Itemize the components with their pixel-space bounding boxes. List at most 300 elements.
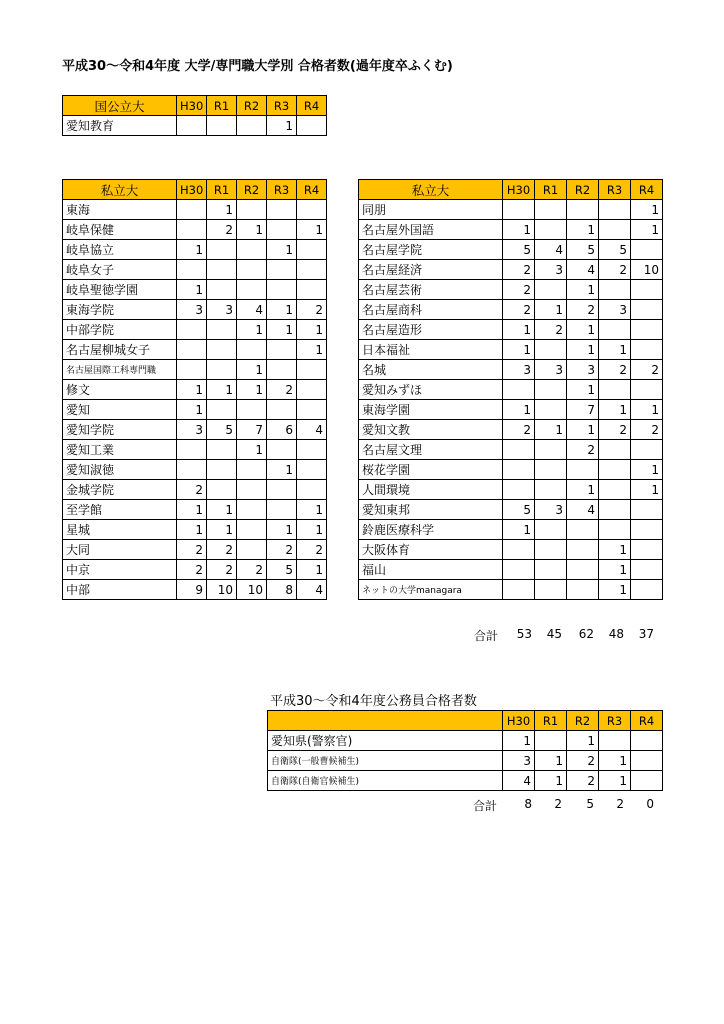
cell-r2 [237,500,267,520]
cell-r4 [631,540,663,560]
table-row [63,340,327,360]
cell-h30: 1 [503,340,535,360]
cell-h30 [177,460,207,480]
row-name: 岐阜女子 [63,260,177,280]
cell-h30 [177,340,207,360]
cell-r3: 2 [267,380,297,400]
header-category: 私立大 [359,180,503,200]
cell-r3 [599,440,631,460]
table-row [63,560,327,580]
cell-r4 [297,400,327,420]
cell-r4: 4 [297,580,327,600]
cell-r1 [535,480,567,500]
cell-r2: 1 [237,440,267,460]
cell-h30: 3 [177,420,207,440]
table-row [359,460,663,480]
cell-r3: 5 [267,560,297,580]
cell-h30: 1 [177,400,207,420]
cell-r4: 2 [631,420,663,440]
table-row [359,320,663,340]
cell-r1 [535,380,567,400]
cell-h30 [177,220,207,240]
cell-r3: 1 [599,400,631,420]
cell-r2 [237,540,267,560]
header-r3: R3 [267,180,297,200]
cell-h30 [503,200,535,220]
public-total-r1: 2 [554,797,562,811]
cell-r1: 1 [535,771,567,791]
cell-r3: 1 [267,320,297,340]
cell-r3 [599,480,631,500]
cell-r4 [631,300,663,320]
cell-r3 [599,460,631,480]
cell-h30 [503,540,535,560]
row-name: 人間環境 [359,480,503,500]
cell-h30: 9 [177,580,207,600]
cell-r4 [297,200,327,220]
row-name: 愛知みずほ [359,380,503,400]
cell-r3 [267,440,297,460]
table-row [63,240,327,260]
cell-r1 [207,400,237,420]
cell-r4: 10 [631,260,663,280]
header-r1: R1 [535,180,567,200]
cell-r1 [207,460,237,480]
cell-r1 [207,480,237,500]
cell-r2 [567,540,599,560]
cell-h30 [177,360,207,380]
cell-r2: 2 [237,560,267,580]
cell-r4 [631,731,663,751]
row-name: 中京 [63,560,177,580]
table-row [359,240,663,260]
cell-r2: 4 [237,300,267,320]
cell-h30: 1 [503,320,535,340]
national-universities-table [62,95,327,136]
cell-r1: 1 [535,300,567,320]
cell-r2: 1 [567,731,599,751]
cell-r1: 3 [535,260,567,280]
cell-r4 [297,380,327,400]
cell-r3: 1 [599,340,631,360]
row-name: 名古屋国際工科専門職 [63,360,177,380]
table-row [63,400,327,420]
cell-r1 [535,440,567,460]
row-name: 自衛隊(自衛官候補生) [268,771,503,791]
cell-r2 [567,520,599,540]
table-row [268,751,663,771]
cell-r3: 1 [599,580,631,600]
cell-h30: 1 [177,520,207,540]
cell-r2: 7 [567,400,599,420]
cell-r1 [207,440,237,460]
row-name: 中部学院 [63,320,177,340]
cell-h30: 2 [503,280,535,300]
row-name: 名古屋経済 [359,260,503,280]
cell-r4 [297,440,327,460]
cell-r4 [631,320,663,340]
header-h30: H30 [177,96,207,116]
public-service-table [267,710,663,791]
total-h30: 53 [516,627,532,641]
cell-r4 [631,560,663,580]
cell-r3: 2 [267,540,297,560]
public-total-h30: 8 [524,797,532,811]
cell-r1 [535,520,567,540]
cell-h30 [503,460,535,480]
cell-h30 [177,116,207,136]
header-category: 私立大 [63,180,177,200]
cell-r1 [535,200,567,220]
cell-h30: 5 [503,240,535,260]
cell-r2: 2 [567,771,599,791]
header-r4: R4 [631,180,663,200]
cell-r4: 1 [631,480,663,500]
row-name: 福山 [359,560,503,580]
table-row [63,460,327,480]
cell-r1 [535,400,567,420]
cell-h30: 2 [503,260,535,280]
cell-r4 [631,580,663,600]
row-name: 名城 [359,360,503,380]
table-row [63,260,327,280]
table-row [359,220,663,240]
row-name: 愛知淑徳 [63,460,177,480]
table-row [359,400,663,420]
private-universities-left-table [62,179,327,600]
cell-r1 [535,540,567,560]
cell-r1 [207,280,237,300]
cell-r1: 1 [535,751,567,771]
row-name: 自衛隊(一般曹候補生) [268,751,503,771]
table-row [359,200,663,220]
cell-r1: 3 [535,500,567,520]
header-r4: R4 [297,180,327,200]
cell-r1 [535,340,567,360]
header-h30: H30 [177,180,207,200]
cell-r1: 1 [207,380,237,400]
cell-h30: 1 [503,731,535,751]
cell-r3: 1 [267,300,297,320]
cell-r2: 1 [567,320,599,340]
cell-h30: 2 [503,420,535,440]
cell-r4 [631,440,663,460]
header-r1: R1 [535,711,567,731]
cell-r3 [599,520,631,540]
cell-h30: 5 [503,500,535,520]
cell-r3: 1 [267,116,297,136]
cell-r1 [207,320,237,340]
cell-h30: 2 [177,480,207,500]
cell-r3 [599,200,631,220]
cell-r1: 3 [207,300,237,320]
cell-h30 [503,480,535,500]
table-row [63,360,327,380]
table-row [63,540,327,560]
cell-r4 [297,116,327,136]
row-name: 名古屋外国語 [359,220,503,240]
cell-r4 [631,520,663,540]
cell-r3: 8 [267,580,297,600]
cell-r4 [631,380,663,400]
row-name: 大同 [63,540,177,560]
table-row [63,300,327,320]
table-row [63,500,327,520]
cell-r4: 4 [297,420,327,440]
cell-r3: 1 [599,771,631,791]
cell-r1: 2 [207,560,237,580]
cell-r1: 3 [535,360,567,380]
cell-r3 [599,220,631,240]
cell-r1 [207,260,237,280]
cell-h30: 2 [177,540,207,560]
cell-r4 [631,340,663,360]
cell-r4 [297,480,327,500]
cell-r3 [599,500,631,520]
cell-r4 [297,280,327,300]
row-name: 愛知文教 [359,420,503,440]
table-row [359,380,663,400]
cell-r1 [207,116,237,136]
cell-r1 [207,240,237,260]
row-name: 愛知 [63,400,177,420]
header-r2: R2 [237,96,267,116]
cell-r2 [237,280,267,300]
cell-r1 [535,560,567,580]
cell-r3 [267,400,297,420]
cell-r1: 1 [535,420,567,440]
cell-r2 [567,560,599,580]
cell-r1: 5 [207,420,237,440]
cell-r4 [631,751,663,771]
cell-r3: 1 [267,520,297,540]
header-r1: R1 [207,96,237,116]
table-row [63,200,327,220]
cell-r2 [237,460,267,480]
cell-r2: 1 [567,420,599,440]
cell-r1 [535,460,567,480]
header-r4: R4 [297,96,327,116]
cell-r3 [599,280,631,300]
total-r2: 62 [578,627,594,641]
cell-r1 [535,580,567,600]
cell-r2 [237,260,267,280]
row-name: 名古屋芸術 [359,280,503,300]
table-row [63,480,327,500]
cell-r1: 2 [535,320,567,340]
row-name: 星城 [63,520,177,540]
cell-r4: 2 [631,360,663,380]
cell-r2: 1 [567,480,599,500]
row-name: 東海学園 [359,400,503,420]
cell-r3: 1 [599,751,631,771]
row-name: 東海 [63,200,177,220]
cell-r3: 2 [599,260,631,280]
header-r2: R2 [567,711,599,731]
cell-r3: 1 [267,240,297,260]
cell-r3: 6 [267,420,297,440]
cell-r3 [267,360,297,380]
cell-r2: 1 [237,360,267,380]
row-name: 愛知工業 [63,440,177,460]
table-row [268,731,663,751]
cell-r1 [535,220,567,240]
table-row [359,420,663,440]
cell-r3 [599,731,631,751]
page-title: 平成30～令和4年度 大学/専門職大学別 合格者数(過年度卒ふくむ) [62,59,453,74]
table-row [359,300,663,320]
table-header-row [63,96,327,116]
cell-r2: 1 [567,220,599,240]
row-name: 修文 [63,380,177,400]
cell-h30 [177,320,207,340]
cell-h30: 1 [503,220,535,240]
cell-h30: 3 [503,360,535,380]
row-name: 名古屋造形 [359,320,503,340]
cell-r4 [297,360,327,380]
table-row [359,340,663,360]
header-r3: R3 [599,180,631,200]
cell-r3: 5 [599,240,631,260]
row-name: 名古屋文理 [359,440,503,460]
cell-r4: 1 [297,560,327,580]
row-name: 愛知教育 [63,116,177,136]
public-total-r4: 0 [646,797,654,811]
row-name: 東海学院 [63,300,177,320]
table-row [359,360,663,380]
cell-h30: 2 [503,300,535,320]
cell-h30 [503,380,535,400]
cell-r2: 5 [567,240,599,260]
cell-r3 [267,500,297,520]
public-totals-row [267,797,662,813]
row-name: 名古屋柳城女子 [63,340,177,360]
cell-r4: 1 [297,320,327,340]
cell-r3: 1 [599,540,631,560]
cell-r2: 1 [567,340,599,360]
cell-r2: 1 [237,380,267,400]
cell-r2 [567,580,599,600]
table-row [359,260,663,280]
header-r2: R2 [237,180,267,200]
table-row [63,320,327,340]
cell-r4: 1 [631,400,663,420]
header-r3: R3 [599,711,631,731]
cell-r1 [535,731,567,751]
cell-h30: 4 [503,771,535,791]
cell-h30 [503,440,535,460]
public-total-r2: 5 [586,797,594,811]
cell-r2: 2 [567,440,599,460]
total-r4: 37 [638,627,654,641]
header-category: 国公立大 [63,96,177,116]
cell-r4: 1 [297,220,327,240]
header-r3: R3 [267,96,297,116]
cell-r1 [535,280,567,300]
row-name: 愛知県(警察官) [268,731,503,751]
cell-r2 [237,200,267,220]
table-row [63,116,327,136]
cell-r1: 10 [207,580,237,600]
cell-r4: 2 [297,540,327,560]
private-totals-row [358,627,662,643]
cell-r2 [237,116,267,136]
cell-r3 [267,480,297,500]
cell-r2: 4 [567,500,599,520]
total-r1: 45 [546,627,562,641]
cell-h30: 2 [177,560,207,580]
row-name: 鈴鹿医療科学 [359,520,503,540]
cell-r4 [297,240,327,260]
table-row [359,440,663,460]
cell-r3: 2 [599,420,631,440]
table-row [63,380,327,400]
cell-r4: 1 [297,340,327,360]
total-label: 合計 [473,629,498,643]
cell-r2: 1 [237,320,267,340]
cell-r2 [237,480,267,500]
cell-r2 [237,240,267,260]
cell-r2 [567,460,599,480]
cell-r2: 4 [567,260,599,280]
cell-r2: 10 [237,580,267,600]
public-total-r3: 2 [616,797,624,811]
cell-r2: 2 [567,300,599,320]
header-category [268,711,503,731]
row-name: 金城学院 [63,480,177,500]
table-row [359,560,663,580]
cell-r2: 1 [237,220,267,240]
table-header-row [268,711,663,731]
table-row [63,520,327,540]
row-name: 大阪体育 [359,540,503,560]
cell-r1 [207,360,237,380]
table-header-row [63,180,327,200]
cell-r3: 1 [599,560,631,580]
table-header-row [359,180,663,200]
table-row [359,500,663,520]
cell-r2: 1 [567,280,599,300]
public-service-title: 平成30～令和4年度公務員合格者数 [270,694,477,709]
cell-r1 [207,340,237,360]
row-name: 愛知東邦 [359,500,503,520]
table-row [63,440,327,460]
cell-h30 [177,440,207,460]
header-h30: H30 [503,711,535,731]
cell-h30 [177,260,207,280]
cell-h30: 1 [177,500,207,520]
cell-h30: 1 [177,380,207,400]
cell-h30: 1 [177,280,207,300]
cell-r3 [267,340,297,360]
cell-r3: 3 [599,300,631,320]
cell-r4 [297,460,327,480]
public-total-label: 合計 [472,799,497,813]
cell-r4 [631,771,663,791]
header-r1: R1 [207,180,237,200]
total-r3: 48 [608,627,624,641]
cell-r3 [267,220,297,240]
cell-r4 [631,280,663,300]
cell-h30 [177,200,207,220]
cell-r1: 2 [207,540,237,560]
row-name: 岐阜保健 [63,220,177,240]
table-row [63,420,327,440]
cell-h30: 1 [177,240,207,260]
cell-h30: 1 [503,520,535,540]
cell-r3 [267,260,297,280]
cell-h30 [503,560,535,580]
